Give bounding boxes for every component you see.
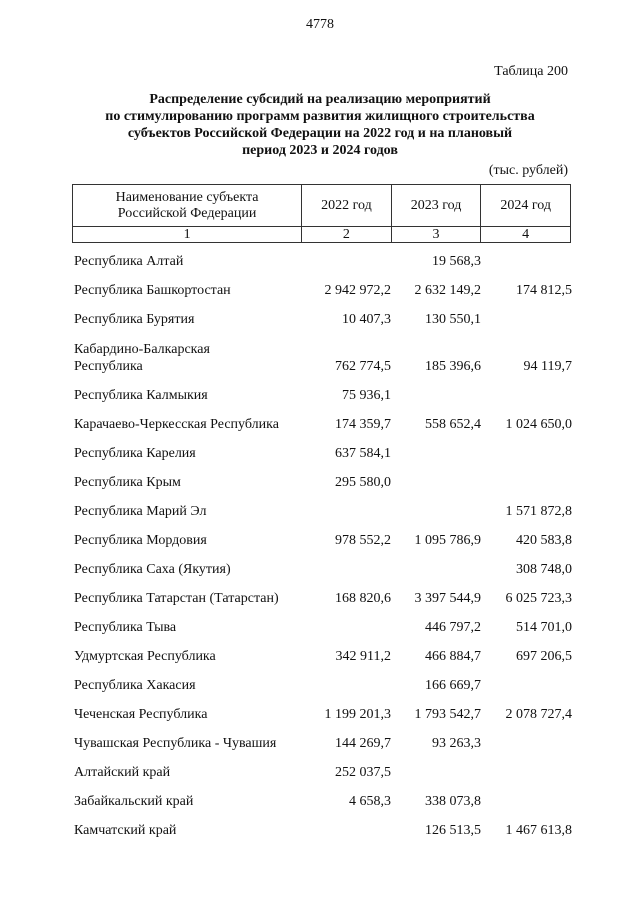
table-row xyxy=(74,814,572,843)
value-2022: 295 580,0 xyxy=(335,475,391,490)
value-2023 xyxy=(392,781,482,785)
table-header xyxy=(72,184,571,243)
value-2024: 308 748,0 xyxy=(516,562,572,577)
value-2023: 466 884,7 xyxy=(425,649,481,664)
region-name: Забайкальский край xyxy=(74,794,194,809)
table-row xyxy=(74,332,572,379)
table-row xyxy=(74,756,572,785)
value-2022: 637 584,1 xyxy=(335,446,391,461)
table-row xyxy=(74,437,572,466)
region-name: Камчатский край xyxy=(74,823,177,838)
value-2022: 978 552,2 xyxy=(335,533,391,548)
table-row xyxy=(74,582,572,611)
value-2023: 19 568,3 xyxy=(432,254,481,269)
table-row xyxy=(74,553,572,582)
value-2023 xyxy=(392,491,482,495)
region-name: Алтайский край xyxy=(74,765,171,780)
table-row xyxy=(74,274,572,303)
value-2024 xyxy=(482,810,572,814)
table-row xyxy=(74,495,572,524)
header-row xyxy=(73,185,571,227)
value-2022: 144 269,7 xyxy=(335,736,391,751)
value-2023 xyxy=(392,578,482,582)
value-2022: 2 942 972,2 xyxy=(324,283,391,298)
region-name xyxy=(74,341,302,379)
value-2024: 697 206,5 xyxy=(516,649,572,664)
value-2022 xyxy=(302,839,392,843)
table-title xyxy=(60,91,580,159)
value-2023: 1 793 542,7 xyxy=(414,707,481,722)
header-name-line2: Российской Федерации xyxy=(117,205,257,221)
region-name: Республика Мордовия xyxy=(74,533,207,548)
value-2023: 558 652,4 xyxy=(425,417,481,432)
value-2023 xyxy=(392,520,482,524)
value-2024 xyxy=(482,781,572,785)
region-name: Республика Саха (Якутия) xyxy=(74,562,231,577)
value-2022 xyxy=(302,578,392,582)
value-2022 xyxy=(302,520,392,524)
region-name: Республика Марий Эл xyxy=(74,504,207,519)
header-name-line1: Наименование субъекта xyxy=(115,189,259,205)
value-2022: 252 037,5 xyxy=(335,765,391,780)
value-2022 xyxy=(302,270,392,274)
value-2024: 1 024 650,0 xyxy=(505,417,572,432)
title-line: субъектов Российской Федерации на 2022 год и на плановый xyxy=(127,126,513,141)
value-2022: 174 359,7 xyxy=(335,417,391,432)
header-2023: 2023 год xyxy=(391,185,481,227)
value-2024: 1 467 613,8 xyxy=(505,823,572,838)
value-2024: 174 812,5 xyxy=(516,283,572,298)
table-row xyxy=(74,466,572,495)
value-2022: 4 658,3 xyxy=(349,794,391,809)
value-2022: 168 820,6 xyxy=(335,591,391,606)
table-row xyxy=(74,379,572,408)
region-name-line2: Республика xyxy=(74,359,143,374)
page-number: 4778 xyxy=(306,17,334,32)
value-2024: 420 583,8 xyxy=(516,533,572,548)
value-2024 xyxy=(482,752,572,756)
region-name: Карачаево-Черкесская Республика xyxy=(74,417,279,432)
column-number: 2 xyxy=(302,227,392,243)
table-row xyxy=(74,408,572,437)
table-row xyxy=(74,698,572,727)
value-2024 xyxy=(482,491,572,495)
value-2023 xyxy=(392,462,482,466)
value-2024: 514 701,0 xyxy=(516,620,572,635)
table-row xyxy=(74,640,572,669)
table-row xyxy=(74,785,572,814)
value-2024 xyxy=(482,270,572,274)
value-2023 xyxy=(392,404,482,408)
value-2024 xyxy=(482,328,572,332)
header-region-name xyxy=(73,185,302,227)
region-name: Республика Татарстан (Татарстан) xyxy=(74,591,279,606)
value-2022: 10 407,3 xyxy=(342,312,391,327)
region-name: Республика Алтай xyxy=(74,254,184,269)
table-row xyxy=(74,611,572,640)
value-2022: 762 774,5 xyxy=(335,359,391,374)
column-number: 3 xyxy=(391,227,481,243)
table-row xyxy=(74,669,572,698)
column-number: 1 xyxy=(73,227,302,243)
region-name: Чеченская Республика xyxy=(74,707,208,722)
region-name: Чувашская Республика - Чувашия xyxy=(74,736,277,751)
value-2023: 446 797,2 xyxy=(425,620,481,635)
value-2023: 1 095 786,9 xyxy=(414,533,481,548)
value-2024 xyxy=(482,462,572,466)
value-2022: 1 199 201,3 xyxy=(324,707,391,722)
value-2023: 93 263,3 xyxy=(432,736,481,751)
value-2024: 6 025 723,3 xyxy=(505,591,572,606)
value-2023: 166 669,7 xyxy=(425,678,481,693)
header-2024: 2024 год xyxy=(481,185,571,227)
value-2024: 94 119,7 xyxy=(523,359,572,374)
region-name: Удмуртская Республика xyxy=(74,649,216,664)
value-2023: 338 073,8 xyxy=(425,794,481,809)
value-2023: 130 550,1 xyxy=(425,312,481,327)
title-line: период 2023 и 2024 годов xyxy=(242,143,398,158)
value-2023: 185 396,6 xyxy=(425,359,481,374)
table-label: Таблица 200 xyxy=(494,64,568,79)
units-note: (тыс. рублей) xyxy=(488,163,568,178)
table-row xyxy=(74,303,572,332)
region-name: Республика Тыва xyxy=(74,620,177,635)
column-number-row xyxy=(73,227,571,243)
value-2024 xyxy=(482,694,572,698)
region-name: Республика Калмыкия xyxy=(74,388,208,403)
value-2024: 1 571 872,8 xyxy=(505,504,572,519)
table-body xyxy=(74,245,572,843)
region-name: Республика Карелия xyxy=(74,446,196,461)
region-name-line1: Кабардино-Балкарская xyxy=(74,342,210,357)
header-2022: 2022 год xyxy=(302,185,392,227)
title-line: по стимулированию программ развития жилищного строительства xyxy=(105,109,535,124)
value-2023: 3 397 544,9 xyxy=(414,591,481,606)
column-number: 4 xyxy=(481,227,571,243)
table-row xyxy=(74,524,572,553)
region-name: Республика Хакасия xyxy=(74,678,196,693)
title-line: Распределение субсидий на реализацию мероприятий xyxy=(149,92,491,107)
region-name: Республика Башкортостан xyxy=(74,283,231,298)
region-name: Республика Крым xyxy=(74,475,181,490)
value-2022: 75 936,1 xyxy=(342,388,391,403)
value-2022: 342 911,2 xyxy=(335,649,391,664)
value-2024 xyxy=(482,404,572,408)
table-row xyxy=(74,245,572,274)
value-2023: 126 513,5 xyxy=(425,823,481,838)
table-row xyxy=(74,727,572,756)
value-2022 xyxy=(302,636,392,640)
value-2022 xyxy=(302,694,392,698)
value-2023: 2 632 149,2 xyxy=(414,283,481,298)
value-2024: 2 078 727,4 xyxy=(505,707,572,722)
region-name: Республика Бурятия xyxy=(74,312,195,327)
